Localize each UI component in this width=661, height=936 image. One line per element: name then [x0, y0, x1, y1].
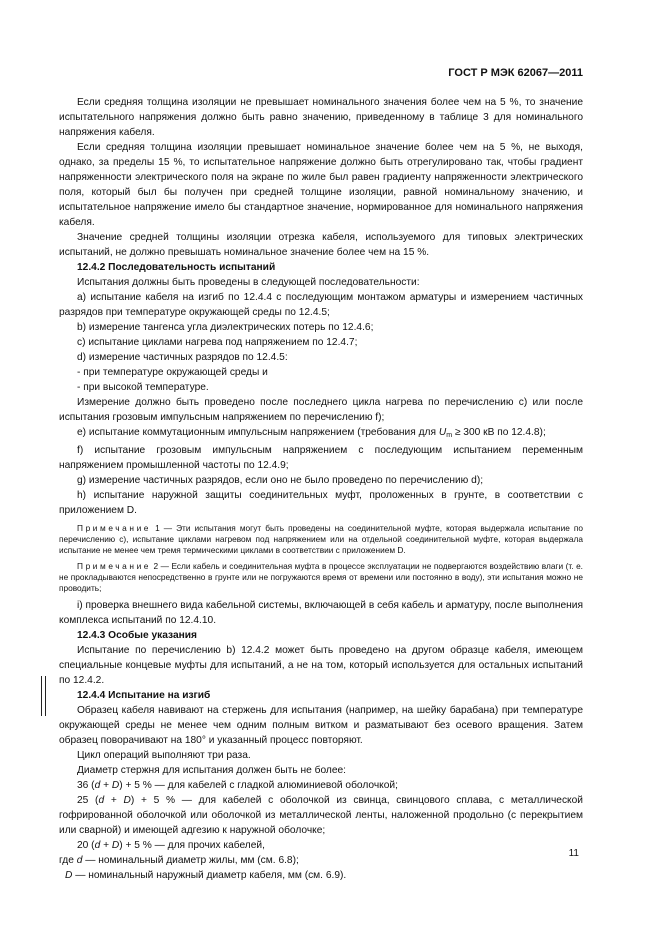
page-number: 11 — [568, 848, 579, 859]
paragraph: Если средняя толщина изоляции не превышает номинального значения более чем на 5 %, то значение испытательного напряжения должно быть равно значению, приведенному в таблице 3 для номинального напряжения кабеля. — [59, 97, 583, 138]
note-label: Примечание — [77, 561, 152, 571]
list-item: c) испытание циклами нагрева под напряжением по 12.4.7; — [77, 337, 358, 348]
item-e-text-end: ≥ 300 кВ по 12.4.8); — [452, 427, 546, 438]
formula-text: + — [104, 795, 124, 806]
formula-text: 20 ( — [77, 840, 95, 851]
list-item: i) проверка внешнего вида кабельной системы, включающей в себя кабель и арматуру, после выполнения комплекса испытаний по 12.4.10. — [59, 600, 583, 626]
item-e-text: e) испытание коммутационным импульсным напряжением (требования для — [77, 427, 439, 438]
formula-text: + — [100, 840, 112, 851]
paragraph: Испытание по перечислению b) 12.4.2 может быть проведено на другом образце кабеля, имеющем специальные концевые муфты для испытаний, а не на том, который используется для остальных испытаний по 12.4.2. — [59, 645, 583, 686]
item-e-symbol: U — [438, 427, 447, 438]
document-header: ГОСТ Р МЭК 62067—2011 — [448, 67, 583, 79]
note-2 — [59, 561, 583, 594]
paragraph: Если средняя толщина изоляции превышает номинальное значение более чем на 5 %, не выходя, однако, за пределы 15 %, то испытательное напряжение должно быть отрегулировано так, чтобы градиент напряженности электрического поля на экране по жиле был равен градиенту напряженности электрического поля, который был бы получен при средней толщине изоляции, равной номинальному значению, и испытательное напряжение имело бы стандартное значение, нормированное для номинального напряжения кабеля. — [59, 142, 583, 228]
note-1 — [59, 523, 583, 556]
change-bar — [45, 676, 46, 716]
formula-var-d: d — [94, 840, 101, 851]
formula-text: 36 ( — [77, 780, 95, 791]
note-text: 1 — Эти испытания могут быть проведены на соединительной муфте, которая выдержала испытание по перечислению c), испытание циклами нагревом под напряжением или на отдельной соединительной муфте, которая выдержала испытание не менее чем тремя термическими циклами в соответствии с приложением D. — [59, 523, 583, 555]
where-text: — номинальный диаметр жилы, мм (см. 6.8); — [82, 855, 299, 866]
where-clause — [59, 853, 583, 868]
paragraph: Значение средней толщины изоляции отрезка кабеля, используемого для типовых электрических испытаний, не должно превышать номинальное значение более чем на 15 %. — [59, 232, 583, 258]
change-bar — [41, 676, 42, 716]
where-clause-2 — [59, 868, 583, 883]
formula-var-D: D — [123, 795, 131, 806]
dash-item: - при высокой температуре. — [77, 382, 209, 393]
formula-text: ) + 5 % — для кабелей с гладкой алюминиевой оболочкой; — [119, 780, 398, 791]
list-item: g) измерение частичных разрядов, если оно не было проведено по перечислению d); — [77, 475, 484, 486]
list-item: a) испытание кабеля на изгиб по 12.4.4 с последующим монтажом арматуры и измерением частичных разрядов при температуре окружающей среды по 12.4.5; — [59, 292, 583, 318]
list-item: h) испытание наружной защиты соединительных муфт, проложенных в грунте, в соответствии с приложением D. — [59, 490, 583, 516]
paragraph: Образец кабеля навивают на стержень для испытания (например, на шейку барабана) при температуре окружающей среды не менее чем одним полным витком и разматывают без осевого вращения. Затем образец поворачивают на 180° и указанный процесс повторяют. — [59, 705, 583, 746]
list-item: f) испытание грозовым импульсным напряжением с последующим испытанием переменным напряжением промышленной частоты по 12.4.9; — [59, 445, 583, 471]
section-heading-12-4-2: 12.4.2 Последовательность испытаний — [77, 262, 276, 273]
formula-var-d: d — [94, 780, 101, 791]
list-item: d) измерение частичных разрядов по 12.4.5: — [77, 352, 288, 363]
paragraph: Испытания должны быть проведены в следующей последовательности: — [77, 277, 420, 288]
where-var-d: d — [76, 855, 83, 866]
note-label: Примечание — [77, 523, 152, 533]
formula-20 — [59, 838, 583, 853]
where-text: — номинальный наружный диаметр кабеля, мм (см. 6.9). — [72, 870, 347, 881]
list-item: b) измерение тангенса угла диэлектрических потерь по 12.4.6; — [77, 322, 374, 333]
dash-item: - при температуре окружающей среды и — [77, 367, 268, 378]
formula-text: 25 ( — [77, 795, 99, 806]
item-e-subscript: m — [446, 432, 453, 439]
formula-36 — [59, 778, 583, 793]
formula-text: ) + 5 % — для кабелей с оболочкой из свинца, свинцового сплава, с металлической гофрированной оболочкой или оболочкой из металлической ленты, наложенной продольно (с перекрытием или сварной) и имеющей адгезию к наружной оболочке; — [59, 795, 583, 836]
formula-var-d: d — [98, 795, 105, 806]
formula-var-D: D — [111, 840, 120, 851]
formula-25 — [59, 793, 583, 838]
paragraph: Цикл операций выполняют три раза. — [77, 750, 251, 761]
paragraph: Диаметр стержня для испытания должен быть не более: — [77, 765, 346, 776]
where-var-D: D — [65, 870, 73, 881]
list-item — [59, 425, 583, 443]
paragraph: Измерение должно быть проведено после последнего цикла нагрева по перечислению c) или после испытания грозовым импульсным напряжением по перечислению f); — [59, 397, 583, 423]
section-heading-12-4-4: 12.4.4 Испытание на изгиб — [77, 690, 211, 701]
note-text: 2 — Если кабель и соединительная муфта в процессе эксплуатации не подвергаются воздействию влаги (т. е. не прокладываются непосредственно в грунте или не погружаются время от времени или постоянно в воду), эти испытания можно не проводить; — [59, 561, 583, 593]
formula-text: + — [100, 780, 112, 791]
formula-text: ) + 5 % — для прочих кабелей, — [119, 840, 265, 851]
document-body — [59, 95, 583, 883]
formula-var-D: D — [111, 780, 120, 791]
section-heading-12-4-3: 12.4.3 Особые указания — [77, 630, 197, 641]
where-text: где — [59, 855, 77, 866]
